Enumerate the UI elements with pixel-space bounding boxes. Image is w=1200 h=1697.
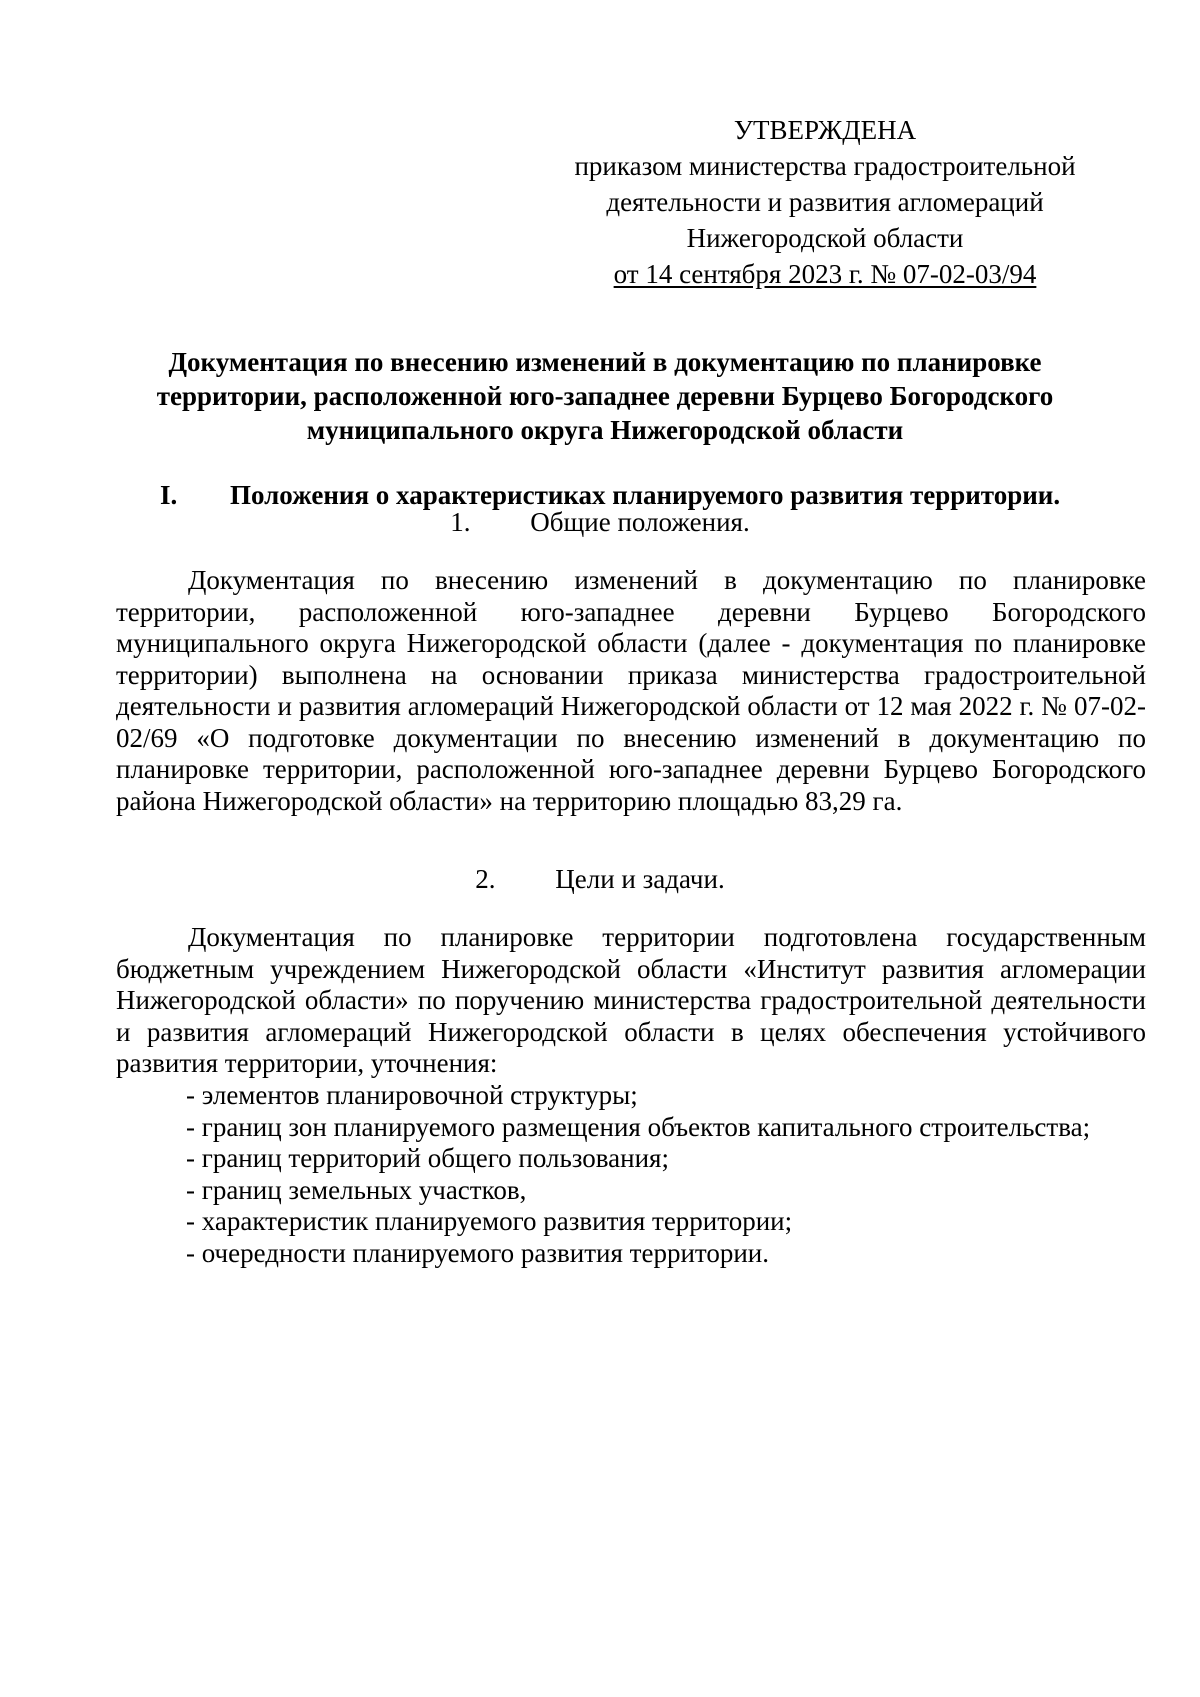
approval-date-number (555, 256, 1095, 292)
subsection-1-paragraph: Документация по внесению изменений в документацию по планировке территории, расположенной юго-западнее деревни Бурцево Богородского муниципального округа Нижегородской области (далее - документация по планировке территории) выполнена на основании приказа министерства градостроительной деятельности и развития агломераций Нижегородской области от 12 мая 2022 г. № 07-02-02/69 «О подготовке документации по внесению изменений в документацию по планировке территории, расположенной юго-западнее деревни Бурцево Богородского района Нижегородской области» на территорию площадью 83,29 га. (116, 565, 1146, 816)
approval-stamp (555, 112, 1095, 292)
approval-date-number-text: от 14 сентября 2023 г. № 07-02-03/94 (613, 259, 1037, 289)
subsection-2-heading (0, 862, 1200, 896)
list-item: - характеристик планируемого развития территории; (186, 1206, 793, 1236)
subsection-1-title: Общие положения. (530, 507, 750, 537)
subsection-2-title: Цели и задачи. (555, 864, 725, 894)
subsection-1-heading (0, 505, 1200, 539)
section-heading-text: Положения о характеристиках планируемого развития территории. (230, 480, 1061, 510)
list-item: - границ территорий общего пользования; (186, 1143, 669, 1173)
subsection-1-number: 1. (450, 507, 471, 537)
list-item: - границ земельных участков, (186, 1174, 527, 1205)
list-item: - элементов планировочной структуры; (186, 1080, 638, 1110)
list-item: - границ зон планируемого размещения объектов капитального строительства; (186, 1111, 1091, 1142)
subsection-2-paragraph: Документация по планировке территории подготовлена государственным бюджетным учреждением Нижегородской области «Институт развития агломерации Нижегородской области» по поручению министерства градостроительной деятельности и развития агломераций Нижегородской области в целях обеспечения устойчивого развития территории, уточнения: (116, 922, 1146, 1078)
section-number: I. (160, 480, 178, 510)
approval-ministry-line: деятельности и развития агломераций (606, 187, 1044, 217)
approval-region-line: Нижегородской области (686, 223, 964, 253)
subsection-2-number: 2. (475, 864, 496, 894)
list-item: - очередности планируемого развития территории. (186, 1237, 769, 1268)
document-title: Документация по внесению изменений в документацию по планировке территории, расположенной юго-западнее деревни Бурцево Богородского муниципального округа Нижегородской области (156, 347, 1054, 445)
approval-heading: УТВЕРЖДЕНА (733, 115, 917, 145)
goals-list (116, 1080, 1146, 1269)
approval-order-line: приказом министерства градостроительной (574, 151, 1076, 181)
